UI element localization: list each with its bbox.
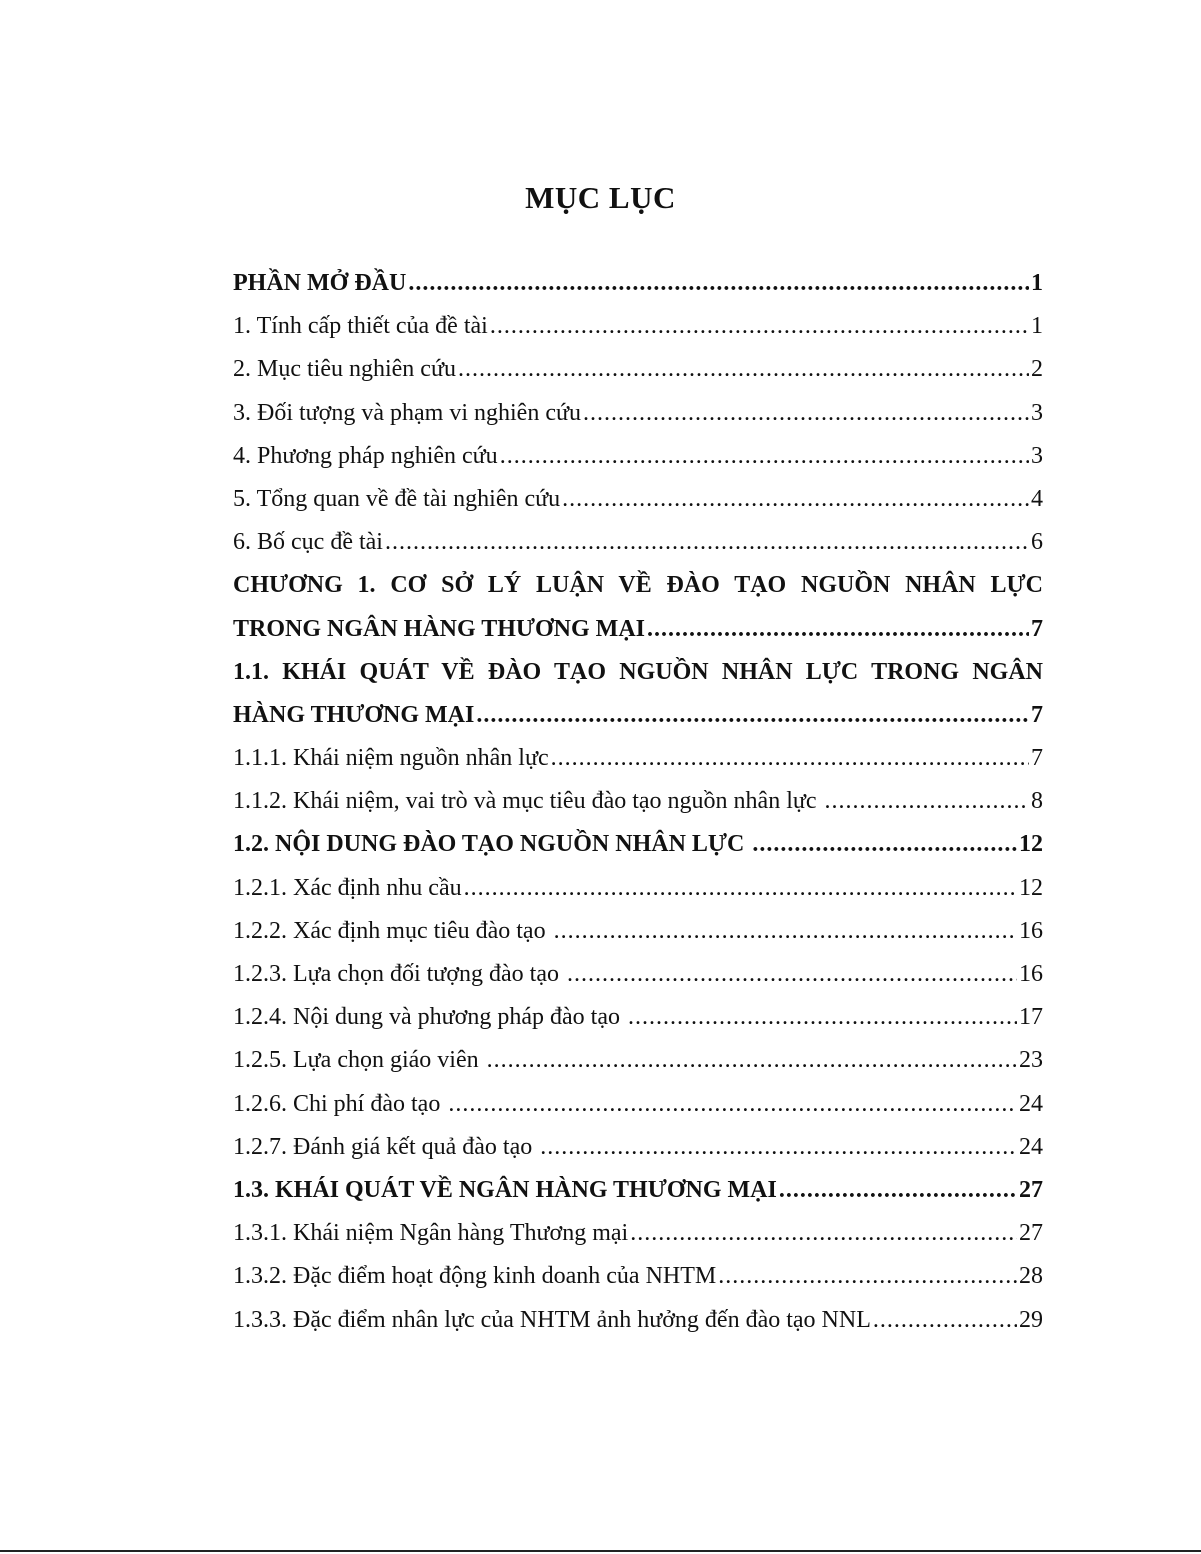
toc-entry-page: 6 <box>1031 529 1043 556</box>
toc-entry[interactable] <box>233 478 1043 521</box>
dot-leader <box>583 392 1029 435</box>
toc-entry-page: 27 <box>1019 1220 1043 1247</box>
toc-entry-page: 3 <box>1031 442 1043 469</box>
dot-leader <box>500 435 1029 478</box>
dot-leader <box>554 910 1017 953</box>
dot-leader <box>825 780 1029 823</box>
toc-entry[interactable] <box>233 1169 1043 1212</box>
toc-entry-title: 1. Tính cấp thiết của đề tài <box>233 313 488 340</box>
toc-entry-title: 3. Đối tượng và phạm vi nghiên cứu <box>233 399 581 426</box>
dot-leader <box>408 262 1029 305</box>
toc-entry[interactable] <box>233 1255 1043 1298</box>
dot-leader <box>540 1126 1017 1169</box>
toc-entry-page: 24 <box>1019 1133 1043 1160</box>
toc-entry[interactable] <box>233 823 1043 866</box>
toc-entry[interactable] <box>233 348 1043 391</box>
toc-entry-title: 5. Tổng quan về đề tài nghiên cứu <box>233 485 561 512</box>
toc-entry[interactable] <box>233 1126 1043 1169</box>
dot-leader <box>464 867 1017 910</box>
toc-entry-title: 4. Phương pháp nghiên cứu <box>233 442 498 469</box>
toc-entry-page: 17 <box>1019 1004 1043 1031</box>
toc-entry-page: 7 <box>1031 745 1043 772</box>
toc-entry-title-line[interactable]: 1.1. KHÁI QUÁT VỀ ĐÀO TẠO NGUỒN NHÂN LỰC TRONG NGÂN <box>233 658 1043 685</box>
toc-entry-title: 1.2.5. Lựa chọn giáo viên <box>233 1047 485 1074</box>
toc-entry-title: 1.2.7. Đánh giá kết quả đào tạo <box>233 1133 539 1160</box>
toc-entry-page: 29 <box>1019 1306 1043 1333</box>
toc-entry-page: 4 <box>1031 485 1043 512</box>
table-of-contents <box>233 262 1043 1342</box>
toc-entry-page: 8 <box>1031 788 1043 815</box>
toc-entry-title: 1.3.2. Đặc điểm hoạt động kinh doanh của NHTM <box>233 1263 717 1290</box>
toc-entry[interactable] <box>233 867 1043 910</box>
dot-leader <box>551 737 1029 780</box>
toc-entry-page: 12 <box>1019 831 1043 858</box>
toc-entry-title: PHẦN MỞ ĐẦU <box>233 270 407 296</box>
dot-leader <box>873 1299 1017 1342</box>
dot-leader <box>448 1083 1017 1126</box>
toc-entry-title: 1.2.1. Xác định nhu cầu <box>233 874 462 901</box>
toc-entry[interactable] <box>233 780 1043 823</box>
dot-leader <box>628 996 1017 1039</box>
toc-entry[interactable] <box>233 1039 1043 1082</box>
dot-leader <box>718 1255 1017 1298</box>
dot-leader <box>562 478 1029 521</box>
toc-entry-page: 12 <box>1019 874 1043 901</box>
toc-entry-title: 1.3. KHÁI QUÁT VỀ NGÂN HÀNG THƯƠNG MẠI <box>233 1176 777 1203</box>
dot-leader <box>752 823 1017 866</box>
toc-entry[interactable] <box>233 1299 1043 1342</box>
dot-leader <box>458 348 1029 391</box>
dot-leader <box>490 305 1029 348</box>
toc-entry-title: 1.2.2. Xác định mục tiêu đào tạo <box>233 917 552 944</box>
dot-leader <box>487 1039 1017 1082</box>
dot-leader <box>476 694 1029 737</box>
toc-entry-title-line[interactable]: CHƯƠNG 1. CƠ SỞ LÝ LUẬN VỀ ĐÀO TẠO NGUỒN NHÂN LỰC <box>233 572 1043 599</box>
toc-entry[interactable] <box>233 262 1043 305</box>
dot-leader <box>385 521 1029 564</box>
toc-entry[interactable] <box>233 1083 1043 1126</box>
bottom-edge-rule <box>0 1550 1201 1552</box>
toc-entry-title: 1.3.3. Đặc điểm nhân lực của NHTM ảnh hưởng đến đào tạo NNL <box>233 1306 871 1333</box>
toc-entry-page: 16 <box>1019 961 1043 987</box>
toc-entry-title: TRONG NGÂN HÀNG THƯƠNG MẠI <box>233 615 646 642</box>
toc-entry[interactable] <box>233 737 1043 780</box>
toc-entry-page: 2 <box>1031 356 1043 383</box>
dot-leader <box>567 953 1017 996</box>
toc-entry[interactable] <box>233 910 1043 953</box>
toc-entry[interactable] <box>233 392 1043 435</box>
dot-leader <box>647 608 1029 651</box>
toc-entry[interactable] <box>233 435 1043 478</box>
toc-entry[interactable] <box>233 305 1043 348</box>
toc-entry-page: 7 <box>1031 615 1043 642</box>
toc-entry-page: 28 <box>1019 1263 1043 1290</box>
toc-entry[interactable] <box>233 608 1043 651</box>
toc-entry-title: HÀNG THƯƠNG MẠI <box>233 701 475 728</box>
toc-entry[interactable] <box>233 1212 1043 1255</box>
toc-entry[interactable] <box>233 996 1043 1039</box>
toc-entry-page: 7 <box>1031 701 1043 728</box>
dot-leader <box>779 1169 1017 1212</box>
toc-entry[interactable] <box>233 521 1043 564</box>
toc-entry[interactable] <box>233 694 1043 737</box>
toc-entry-title: 1.2.4. Nội dung và phương pháp đào tạo <box>233 1004 626 1031</box>
dot-leader <box>630 1212 1017 1255</box>
toc-entry-page: 16 <box>1019 917 1043 944</box>
page-title: MỤC LỤC <box>525 180 676 215</box>
toc-entry-page: 1 <box>1031 313 1043 340</box>
toc-entry-title: 2. Mục tiêu nghiên cứu <box>233 356 456 383</box>
toc-entry-title: 1.2.6. Chi phí đào tạo <box>233 1090 447 1117</box>
toc-entry-title: 1.2.3. Lựa chọn đối tượng đào tạo <box>233 961 565 987</box>
toc-entry-page: 3 <box>1031 399 1043 426</box>
toc-entry[interactable] <box>233 953 1043 996</box>
toc-entry-page: 23 <box>1019 1047 1043 1074</box>
toc-entry-title: 1.1.2. Khái niệm, vai trò và mục tiêu đào tạo nguồn nhân lực <box>233 788 823 815</box>
toc-entry-page: 24 <box>1019 1090 1043 1117</box>
toc-entry-title: 1.1.1. Khái niệm nguồn nhân lực <box>233 745 549 772</box>
toc-entry-title: 1.3.1. Khái niệm Ngân hàng Thương mại <box>233 1220 629 1247</box>
toc-entry-title: 1.2. NỘI DUNG ĐÀO TẠO NGUỒN NHÂN LỰC <box>233 831 751 858</box>
toc-entry-title: 6. Bố cục đề tài <box>233 529 383 556</box>
toc-entry-page: 27 <box>1019 1176 1043 1203</box>
toc-entry-page: 1 <box>1031 270 1043 296</box>
